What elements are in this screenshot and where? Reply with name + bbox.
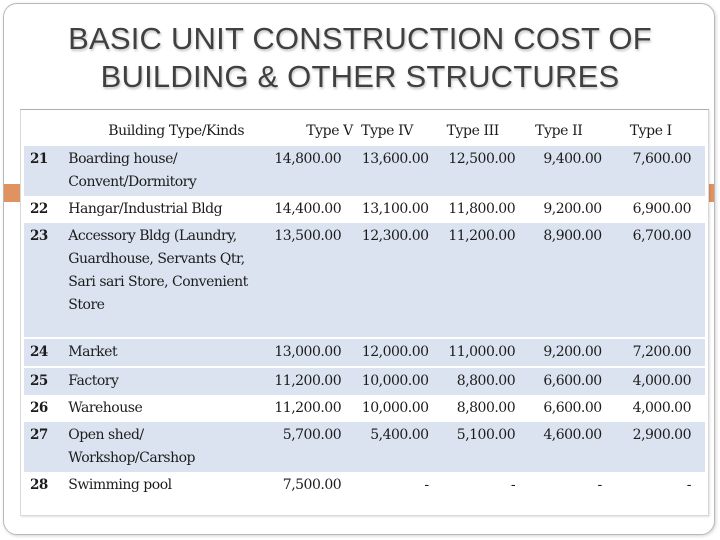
row-number: 22 [24,196,64,223]
cost-table [24,116,705,499]
cost-type-ii: 6,600.00 [529,367,616,395]
table-row [24,196,705,223]
cost-type-iii: 12,500.00 [443,146,530,196]
cost-table-panel [20,109,709,516]
row-number: 28 [24,472,64,499]
cost-type-i: 7,200.00 [616,338,705,367]
cost-type-iv: 12,300.00 [355,223,442,338]
header-type-v: Type V [306,123,353,139]
table-row [24,338,705,367]
cost-type-iv: 13,100.00 [355,196,442,223]
cost-type-iii: 8,800.00 [443,395,530,422]
table-row [24,422,705,472]
header-type-iv: Type IV [361,123,413,139]
cost-type-iii: 5,100.00 [443,422,530,472]
cost-type-ii: 9,200.00 [529,338,616,367]
cost-type-iv: 13,600.00 [355,146,442,196]
row-number: 23 [24,223,64,338]
row-number: 27 [24,422,64,472]
table-row [24,472,705,499]
page-title [0,20,720,96]
building-kind: Hangar/Industrial Bldg [64,196,264,223]
building-kind: Warehouse [64,395,264,422]
cost-type-iii: 11,800.00 [443,196,530,223]
cost-type-ii: 6,600.00 [529,395,616,422]
row-number: 26 [24,395,64,422]
header-type-i: Type I [629,123,672,139]
cost-type-ii: 4,600.00 [529,422,616,472]
table-row [24,223,705,338]
cost-type-v: 5,700.00 [264,422,355,472]
table-row [24,146,705,196]
table-row [24,367,705,395]
cost-type-v: 14,800.00 [264,146,355,196]
cost-type-iv: 10,000.00 [355,395,442,422]
cost-type-i: 4,000.00 [616,367,705,395]
building-kind: Accessory Bldg (Laundry, Guardhouse, Servants Qtr, Sari sari Store, Convenient Store [64,223,264,338]
cost-type-v: 14,400.00 [264,196,355,223]
cost-type-iii: 11,200.00 [443,223,530,338]
cost-type-iii: 11,000.00 [443,338,530,367]
cost-type-ii: 8,900.00 [529,223,616,338]
row-number: 21 [24,146,64,196]
cost-type-i: 6,900.00 [616,196,705,223]
cost-type-v: 13,500.00 [264,223,355,338]
cost-type-v: 13,000.00 [264,338,355,367]
cost-type-v: 11,200.00 [264,367,355,395]
cost-type-v: 11,200.00 [264,395,355,422]
header-type-iii: Type III [446,123,499,139]
building-kind: Swimming pool [64,472,264,499]
header-kinds: Building Type/Kinds [108,123,245,139]
cost-type-v: 7,500.00 [264,472,355,499]
cost-type-iv: 12,000.00 [355,338,442,367]
row-number: 24 [24,338,64,367]
cost-type-ii: 9,200.00 [529,196,616,223]
table-row [24,395,705,422]
cost-type-iii: - [443,472,530,499]
cost-type-i: - [616,472,705,499]
cost-type-iv: 10,000.00 [355,367,442,395]
cost-type-ii: 9,400.00 [529,146,616,196]
cost-type-ii: - [529,472,616,499]
cost-type-i: 4,000.00 [616,395,705,422]
cost-type-iv: 5,400.00 [355,422,442,472]
cost-type-i: 6,700.00 [616,223,705,338]
title-line-2: BUILDING & OTHER STRUCTURES [100,59,620,94]
building-kind: Factory [64,367,264,395]
cost-type-i: 7,600.00 [616,146,705,196]
cost-type-iv: - [355,472,442,499]
title-line-1: BASIC UNIT CONSTRUCTION COST OF [68,21,652,56]
row-number: 25 [24,367,64,395]
building-kind: Boarding house/ Convent/Dormitory [64,146,264,196]
cost-type-i: 2,900.00 [616,422,705,472]
left-accent-bar [4,184,20,202]
header-type-ii: Type II [535,123,583,139]
table-header-row [24,116,705,146]
building-kind: Market [64,338,264,367]
cost-type-iii: 8,800.00 [443,367,530,395]
building-kind: Open shed/ Workshop/Carshop [64,422,264,472]
